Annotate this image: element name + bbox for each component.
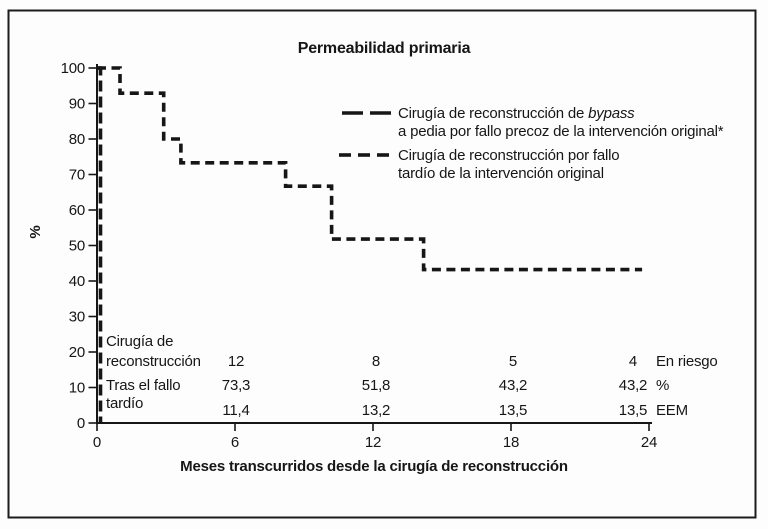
risk-table-unit-eem: EEM	[656, 402, 688, 419]
x-tick-label: 12	[364, 434, 382, 451]
risk-table-cell: 51,8	[361, 377, 391, 394]
risk-table-cell: 73,3	[221, 377, 251, 394]
risk-table-cell: 12	[227, 353, 245, 370]
y-tick-label: 80	[68, 131, 85, 148]
risk-table-cell: 11,4	[222, 402, 250, 419]
y-tick-label: 30	[68, 308, 85, 326]
risk-table-cell: 13,5	[618, 402, 648, 419]
risk-table-cell: 13,5	[498, 402, 528, 419]
y-tick-label: 20	[68, 344, 85, 361]
y-tick-label: 90	[68, 95, 85, 113]
y-tick-label: 40	[68, 273, 85, 290]
legend-item1-italic: bypass	[588, 105, 635, 122]
y-tick-label: 100	[60, 60, 85, 77]
risk-table-cell: 43,2	[498, 377, 528, 394]
legend-item2-line1: Cirugía de reconstrucción por fallo	[398, 147, 620, 164]
legend-item2-line2: tardío de la intervención original	[398, 165, 604, 182]
risk-table-cell: 8	[371, 353, 381, 370]
y-tick-label: 10	[68, 379, 85, 397]
risk-table-unit-pct: %	[656, 377, 670, 394]
legend-item1-line2: a pedia por fallo precoz de la intervención original*	[398, 123, 724, 140]
risk-table-cell: 43,2	[618, 377, 648, 394]
legend-item1-line1	[398, 105, 635, 122]
y-tick-label: 70	[68, 166, 85, 184]
chart-title: Permeabilidad primaria	[297, 40, 471, 57]
y-tick-label: 50	[68, 237, 85, 255]
x-tick-label: 18	[502, 434, 520, 451]
y-tick-label: 60	[68, 202, 85, 219]
risk-table-label-line2: reconstrucción	[106, 353, 201, 370]
x-tick-label: 24	[640, 434, 658, 451]
risk-table-cell: 4	[628, 353, 638, 370]
risk-table-label-line1: Cirugía de	[106, 333, 174, 350]
x-tick-label: 6	[230, 434, 240, 451]
risk-table-label-line4: tardío	[106, 395, 144, 412]
y-axis-label: %	[27, 225, 44, 239]
legend-item1-text: Cirugía de reconstrucción de	[398, 105, 589, 122]
risk-table-cell: 13,2	[361, 402, 391, 419]
risk-table-cell: 5	[508, 353, 518, 370]
x-tick-label: 0	[92, 434, 102, 451]
y-tick-label: 0	[76, 415, 85, 432]
risk-table-label-line3: Tras el fallo	[106, 377, 181, 394]
x-axis-label: Meses transcurridos desde la cirugía de reconstrucción	[180, 458, 568, 475]
risk-table-unit-en-riesgo: En riesgo	[656, 353, 718, 370]
